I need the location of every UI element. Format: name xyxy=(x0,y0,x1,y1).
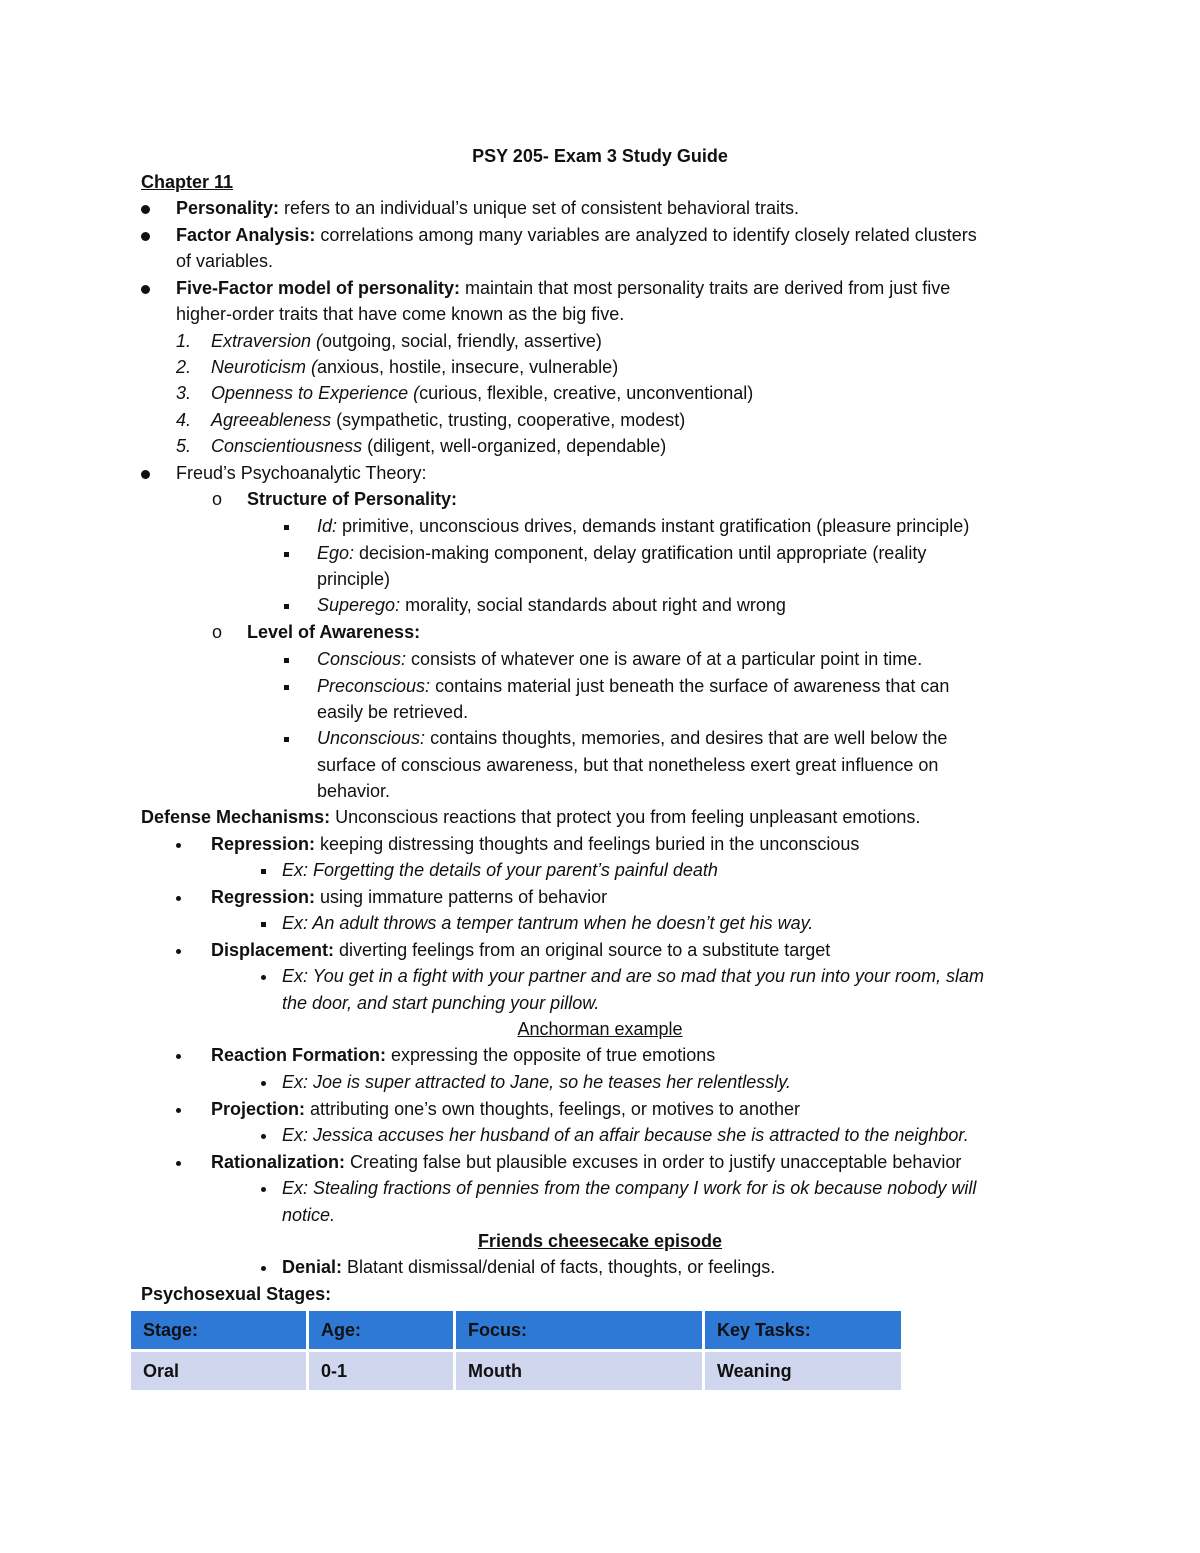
bullet-icon xyxy=(141,224,150,246)
numbered-item: Openness to Experience (curious, flexible, creative, unconventional) xyxy=(211,383,754,403)
list-item-continuation: behavior. xyxy=(317,781,391,801)
list-item: Projection: attributing one’s own thoughts, feelings, or motives to another xyxy=(211,1099,800,1119)
list-item: Factor Analysis: correlations among many variables are analyzed to identify closely related clusters xyxy=(176,225,977,245)
table-header-cell: Key Tasks: xyxy=(705,1311,901,1349)
list-item: Unconscious: contains thoughts, memories, and desires that are well below the xyxy=(317,728,948,748)
bullet-icon xyxy=(141,462,150,484)
list-item-continuation: of variables. xyxy=(176,251,274,271)
psychosexual-table xyxy=(128,1308,904,1393)
table-row xyxy=(131,1352,901,1390)
list-item: Five-Factor model of personality: maintain that most personality traits are derived from just five xyxy=(176,278,951,298)
table-cell: Weaning xyxy=(705,1352,901,1390)
numbered-item: Neuroticism (anxious, hostile, insecure, vulnerable) xyxy=(211,357,619,377)
numbered-marker: 1. xyxy=(176,331,192,351)
psychosexual-heading: Psychosexual Stages: xyxy=(141,1284,332,1304)
bullet-icon xyxy=(261,1256,266,1278)
awareness-heading: Level of Awareness: xyxy=(247,622,421,642)
list-item: Superego: morality, social standards about right and wrong xyxy=(317,595,786,615)
list-item: Denial: Blatant dismissal/denial of facts, thoughts, or feelings. xyxy=(282,1257,776,1277)
bullet-icon xyxy=(141,197,150,219)
list-item: Displacement: diverting feelings from an original source to a substitute target xyxy=(211,940,831,960)
table-header-cell: Age: xyxy=(309,1311,453,1349)
bullet-icon xyxy=(261,1124,266,1146)
list-item: Repression: keeping distressing thoughts and feelings buried in the unconscious xyxy=(211,834,860,854)
example-text: notice. xyxy=(282,1205,336,1225)
square-bullet-icon xyxy=(284,675,289,697)
list-item: Id: primitive, unconscious drives, demands instant gratification (pleasure principle) xyxy=(317,516,970,536)
bullet-icon xyxy=(261,1177,266,1199)
bullet-icon xyxy=(176,886,181,908)
list-item: Conscious: consists of whatever one is aware of at a particular point in time. xyxy=(317,649,923,669)
defense-heading: Defense Mechanisms: Unconscious reactions that protect you from feeling unpleasant emotions. xyxy=(141,807,921,827)
square-bullet-icon xyxy=(284,648,289,670)
example-text: Ex: Joe is super attracted to Jane, so he teases her relentlessly. xyxy=(282,1072,791,1092)
list-item: Reaction Formation: expressing the opposite of true emotions xyxy=(211,1045,716,1065)
numbered-item: Conscientiousness (diligent, well-organized, dependable) xyxy=(211,436,667,456)
table-header-cell: Focus: xyxy=(456,1311,702,1349)
friends-episode-link[interactable]: Friends cheesecake episode xyxy=(477,1231,723,1251)
table-header-cell: Stage: xyxy=(131,1311,306,1349)
list-item: Freud’s Psychoanalytic Theory: xyxy=(176,463,427,483)
table-header-row xyxy=(131,1311,901,1349)
bullet-icon xyxy=(261,1071,266,1093)
list-item-continuation: surface of conscious awareness, but that nonetheless exert great influence on xyxy=(317,755,939,775)
example-text: Ex: Stealing fractions of pennies from the company I work for is ok because nobody will xyxy=(282,1178,977,1198)
sub-bullet-marker: o xyxy=(212,489,223,509)
square-bullet-icon xyxy=(261,859,266,881)
sub-bullet-marker: o xyxy=(212,622,223,642)
square-bullet-icon xyxy=(261,912,266,934)
example-text: Ex: Jessica accuses her husband of an affair because she is attracted to the neighbor. xyxy=(282,1125,969,1145)
table-cell: Mouth xyxy=(456,1352,702,1390)
numbered-marker: 5. xyxy=(176,436,192,456)
bullet-icon xyxy=(176,1098,181,1120)
table-cell: 0-1 xyxy=(309,1352,453,1390)
numbered-marker: 4. xyxy=(176,410,192,430)
example-text: Ex: Forgetting the details of your parent’s painful death xyxy=(282,860,718,880)
numbered-marker: 2. xyxy=(176,357,192,377)
example-text: Ex: You get in a fight with your partner and are so mad that you run into your room, slam xyxy=(282,966,985,986)
square-bullet-icon xyxy=(284,594,289,616)
square-bullet-icon xyxy=(284,515,289,537)
square-bullet-icon xyxy=(284,727,289,749)
list-item: Preconscious: contains material just beneath the surface of awareness that can xyxy=(317,676,950,696)
bullet-icon xyxy=(176,1044,181,1066)
square-bullet-icon xyxy=(284,542,289,564)
bullet-icon xyxy=(261,965,266,987)
list-item: Personality: refers to an individual’s unique set of consistent behavioral traits. xyxy=(176,198,800,218)
numbered-item: Extraversion (outgoing, social, friendly, assertive) xyxy=(211,331,602,351)
bullet-icon xyxy=(176,833,181,855)
bullet-icon xyxy=(176,939,181,961)
bullet-icon xyxy=(141,277,150,299)
list-item: Regression: using immature patterns of behavior xyxy=(211,887,608,907)
example-text: the door, and start punching your pillow. xyxy=(282,993,600,1013)
list-item: Ego: decision-making component, delay gratification until appropriate (reality xyxy=(317,543,927,563)
structure-heading: Structure of Personality: xyxy=(247,489,458,509)
list-item-continuation: principle) xyxy=(317,569,391,589)
table-cell: Oral xyxy=(131,1352,306,1390)
chapter-heading: Chapter 11 xyxy=(141,172,234,192)
list-item: Rationalization: Creating false but plausible excuses in order to justify unacceptable behavior xyxy=(211,1152,962,1172)
numbered-marker: 3. xyxy=(176,383,192,403)
list-item-continuation: easily be retrieved. xyxy=(317,702,469,722)
bullet-icon xyxy=(176,1151,181,1173)
anchorman-example-link[interactable]: Anchorman example xyxy=(517,1019,683,1039)
list-item-continuation: higher-order traits that have come known as the big five. xyxy=(176,304,625,324)
numbered-item: Agreeableness (sympathetic, trusting, cooperative, modest) xyxy=(211,410,686,430)
page-title: PSY 205- Exam 3 Study Guide xyxy=(472,146,728,166)
example-text: Ex: An adult throws a temper tantrum when he doesn’t get his way. xyxy=(282,913,814,933)
